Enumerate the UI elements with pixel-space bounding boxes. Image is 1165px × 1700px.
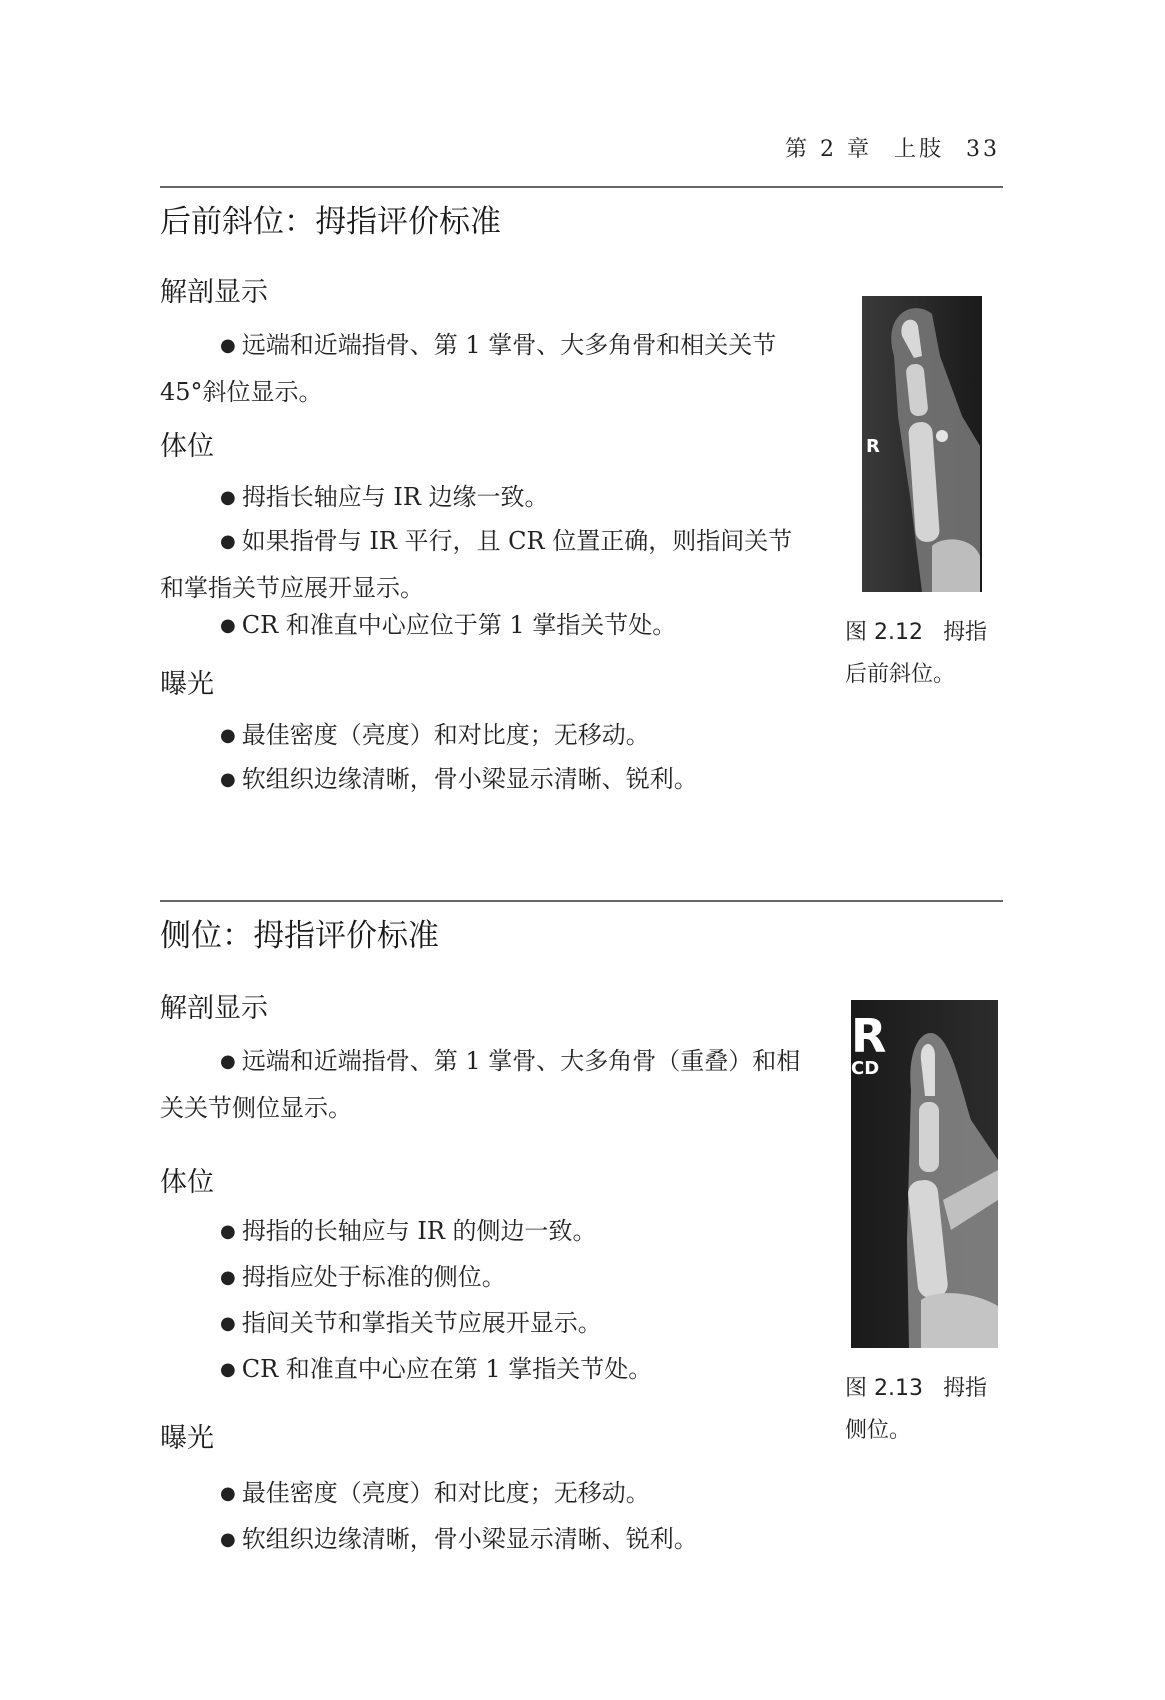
list-item: ● 软组织边缘清晰，骨小梁显示清晰、锐利。 xyxy=(220,765,698,793)
list-item: ● 拇指应处于标准的侧位。 xyxy=(220,1263,506,1291)
xray-image xyxy=(851,1000,998,1348)
paragraph-anatomy: ● 远端和近端指骨、第 1 掌骨、大多角骨和相关关节 45°斜位显示。 xyxy=(160,331,777,406)
xray-image xyxy=(862,296,982,592)
subheading-anatomy: 解剖显示 xyxy=(160,277,268,308)
bullet-icon: ● xyxy=(220,1267,236,1288)
bullet-icon: ● xyxy=(220,1051,236,1072)
bullet-icon: ● xyxy=(220,335,236,356)
chapter-label: 第 2 章 xyxy=(785,137,872,162)
xray-figure-thumb-oblique xyxy=(862,296,982,592)
paragraph-anatomy: ● 远端和近端指骨、第 1 掌骨、大多角骨（重叠）和相关关节侧位显示。 xyxy=(160,1047,801,1122)
subheading-anatomy: 解剖显示 xyxy=(160,993,268,1024)
bullet-icon: ● xyxy=(220,1483,236,1504)
figure-caption-text: 拇指侧位。 xyxy=(845,1376,987,1443)
film-marker-r: R xyxy=(851,1009,887,1063)
subheading-position: 体位 xyxy=(160,431,214,462)
chapter-topic: 上肢 xyxy=(893,137,944,162)
list-item: ● 如果指骨与 IR 平行，且 CR 位置正确，则指间关节和掌指关节应展开显示。 xyxy=(160,527,793,602)
bullet-icon: ● xyxy=(220,769,236,790)
page-number: 33 xyxy=(966,137,1000,162)
bullet-icon: ● xyxy=(220,487,236,508)
list-item: ● 拇指的长轴应与 IR 的侧边一致。 xyxy=(220,1217,597,1245)
running-head xyxy=(763,132,1000,163)
bullet-icon: ● xyxy=(220,1313,236,1334)
list-item: ● 最佳密度（亮度）和对比度；无移动。 xyxy=(220,721,650,749)
subheading-exposure: 曝光 xyxy=(160,1423,214,1454)
figure-number: 图 2.13 xyxy=(845,1376,923,1401)
subheading-exposure: 曝光 xyxy=(160,669,214,700)
list-item: ● CR 和准直中心应在第 1 掌指关节处。 xyxy=(220,1355,653,1383)
bullet-icon: ● xyxy=(220,1359,236,1380)
figure-caption xyxy=(845,612,1005,696)
section-title: 后前斜位：拇指评价标准 xyxy=(160,204,501,240)
bullet-icon: ● xyxy=(220,1221,236,1242)
list-item: ● 软组织边缘清晰，骨小梁显示清晰、锐利。 xyxy=(220,1525,698,1553)
list-item: ● 最佳密度（亮度）和对比度；无移动。 xyxy=(220,1479,650,1507)
xray-figure-thumb-lateral xyxy=(851,1000,998,1348)
bullet-icon: ● xyxy=(220,1529,236,1550)
list-item: ● CR 和准直中心应位于第 1 掌指关节处。 xyxy=(220,611,677,639)
bullet-icon: ● xyxy=(220,531,236,552)
figure-number: 图 2.12 xyxy=(845,620,923,645)
bullet-icon: ● xyxy=(220,725,236,746)
bullet-icon: ● xyxy=(220,615,236,636)
section-divider xyxy=(160,186,1003,188)
list-item: ● 拇指长轴应与 IR 边缘一致。 xyxy=(220,483,549,511)
figure-caption xyxy=(845,1368,1005,1452)
film-marker-initials: CD xyxy=(851,1058,880,1079)
section-title: 侧位：拇指评价标准 xyxy=(160,918,439,954)
figure-caption-text: 拇指后前斜位。 xyxy=(845,620,987,687)
section-divider xyxy=(160,900,1003,902)
list-item: ● 指间关节和掌指关节应展开显示。 xyxy=(220,1309,602,1337)
subheading-position: 体位 xyxy=(160,1167,214,1198)
film-marker-r: R xyxy=(866,436,880,457)
